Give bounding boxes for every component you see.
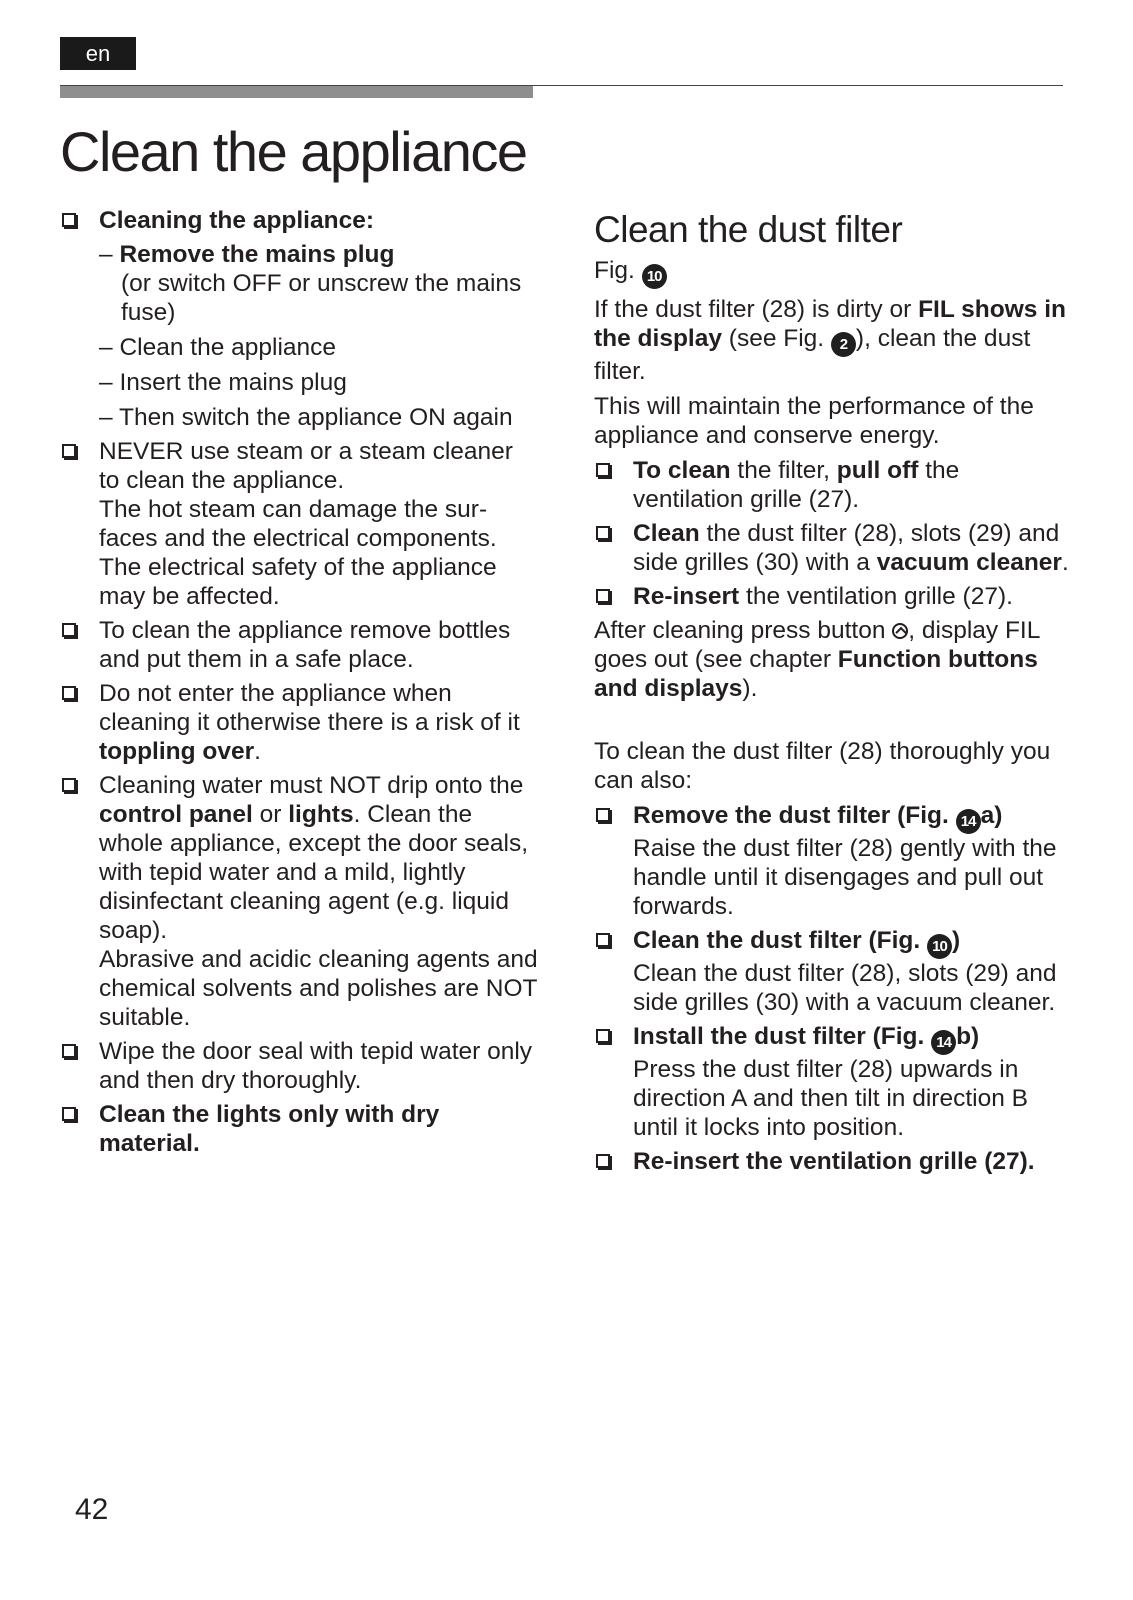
page-number: 42 [75,1493,109,1526]
list-item: Re-insert the ventilation grille (27). [594,1147,1069,1176]
figure-number-badge: 10 [642,264,667,289]
list-item: Install the dust filter (Fig. 14 b) Press the dust filter (28) upwards in direction A and then tilt in direction B until it locks into position. [594,1022,1069,1142]
figure-number-badge: 14 [931,1030,956,1055]
figure-number-badge: 14 [956,809,981,834]
list-item: NEVER use steam or a steam cleaner to clean the appliance. The hot steam can damage the sur-faces and the electrical components. The electrical safety of the appliance may be affected. [60,437,540,611]
sub-item: – Then switch the appliance ON again [99,404,513,431]
checkbox-bullet-icon [596,808,610,822]
header-accent-bar [60,86,533,98]
list-item: Clean the lights only with dry material. [60,1100,540,1158]
list-item: Clean the dust filter (28), slots (29) and side grilles (30) with a vacuum cleaner. [594,519,1069,577]
list-item: Re-insert the ventilation grille (27). [594,582,1069,611]
list-item: Clean the dust filter (Fig. 10 ) Clean the dust filter (28), slots (29) and side grilles (30) with a vacuum cleaner. [594,926,1069,1017]
list-item: Remove the dust filter (Fig. 14 a) Raise the dust filter (28) gently with the handle until it disengages and pull out forwards. [594,801,1069,921]
checkbox-bullet-icon [62,213,76,227]
paragraph: This will maintain the performance of the appliance and conserve energy. [594,393,1034,449]
paragraph: To clean the dust filter (28) thoroughly you can also: [594,738,1051,794]
checkbox-bullet-icon [62,623,76,637]
checkbox-bullet-icon [596,589,610,603]
checkbox-bullet-icon [62,1044,76,1058]
checkbox-bullet-icon [596,1154,610,1168]
item-lead: Cleaning the appliance: [99,207,374,234]
section-heading: Clean the dust filter [594,209,903,250]
right-column [594,206,1069,1181]
checkbox-bullet-icon [596,1029,610,1043]
figure-reference: Fig. 10 [594,256,1069,289]
alarm-button-icon [892,623,908,639]
list-item: Cleaning water must NOT drip onto the control panel or lights. Clean the whole appliance, except the door seals, with tepid water and a mild, lightly disinfectant cleaning agent (e.g. liquid soap). Abrasive and acidic cleaning agents and chemical solvents and polishes are NOT suitable. [60,771,540,1032]
checkbox-bullet-icon [596,526,610,540]
left-column [60,206,540,1163]
list-item: To clean the appliance remove bottles and put them in a safe place. [60,616,540,674]
checkbox-bullet-icon [596,933,610,947]
sub-item: – Insert the mains plug [99,369,347,396]
figure-number-badge: 10 [927,934,952,959]
paragraph: If the dust filter (28) is dirty or FIL shows in the display (see Fig. 2 ), clean the dust filter. [594,296,1066,385]
list-item [60,206,540,432]
paragraph: After cleaning press button , display FIL goes out (see chapter Function buttons and displays). [594,617,1040,702]
checkbox-bullet-icon [62,686,76,700]
list-item: To clean the filter, pull off the ventilation grille (27). [594,456,1069,514]
checkbox-bullet-icon [62,444,76,458]
checkbox-bullet-icon [62,778,76,792]
sub-item: – Remove the mains plug (or switch OFF or unscrew the mains fuse) [99,241,522,326]
checkbox-bullet-icon [62,1107,76,1121]
page-title: Clean the appliance [60,120,527,183]
checkbox-bullet-icon [596,463,610,477]
figure-number-badge: 2 [831,332,856,357]
list-item: Do not enter the appliance when cleaning it otherwise there is a risk of it toppling over. [60,679,540,766]
list-item: Wipe the door seal with tepid water only and then dry thoroughly. [60,1037,540,1095]
sub-item: – Clean the appliance [99,334,337,361]
language-tab: en [60,37,136,70]
